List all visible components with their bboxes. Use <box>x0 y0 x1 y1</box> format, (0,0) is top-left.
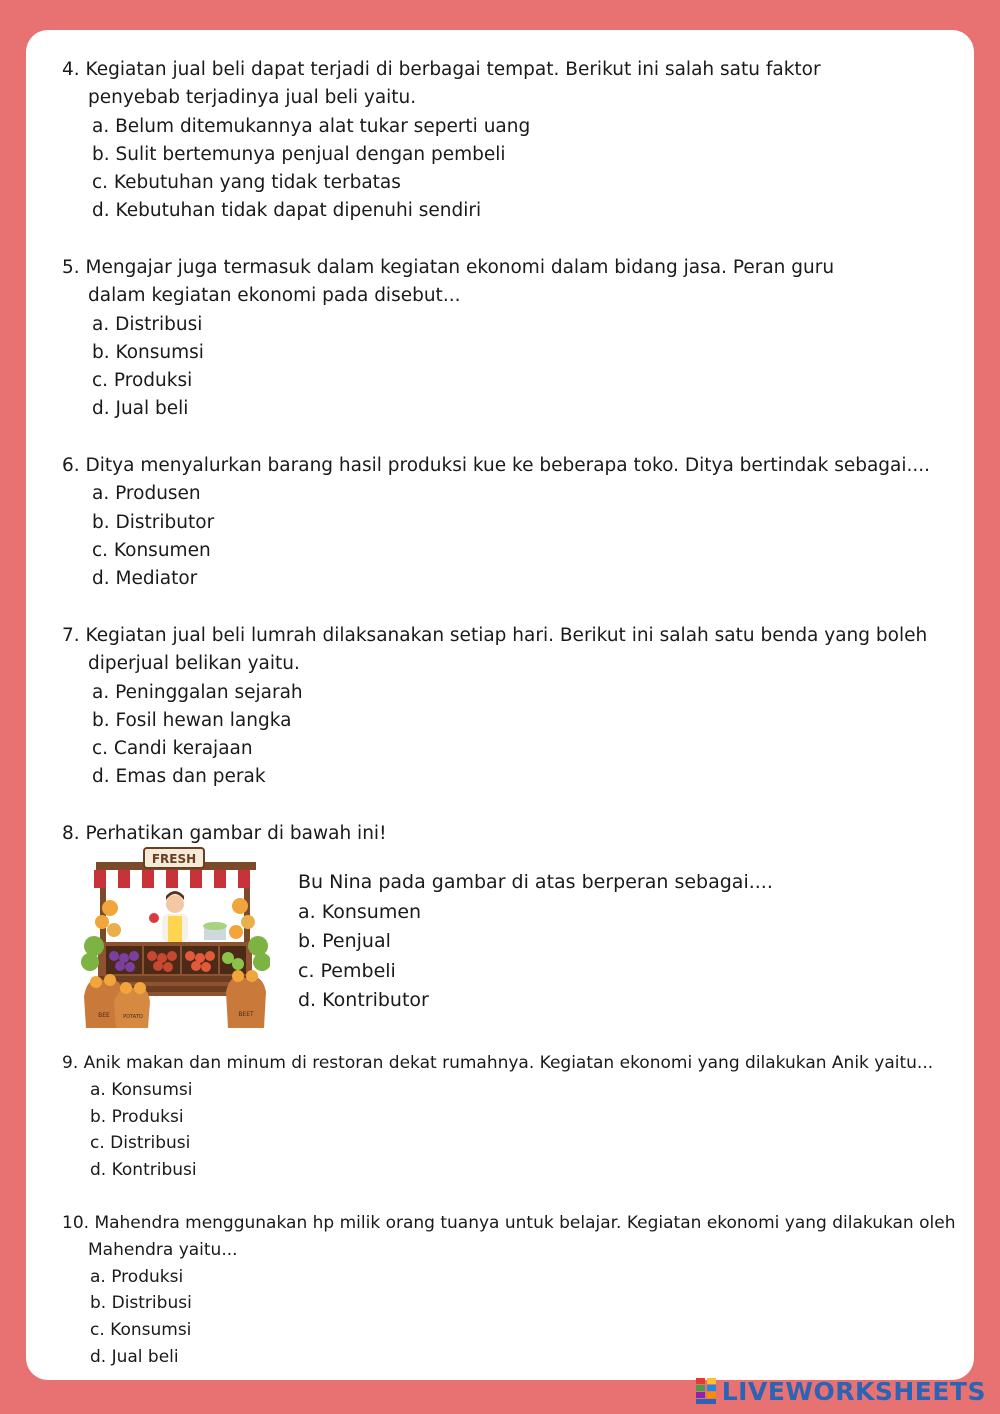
option-c[interactable]: c. Distribusi <box>90 1133 191 1154</box>
option-c[interactable]: c. Konsumen <box>92 539 211 561</box>
option-d[interactable]: d. Mediator <box>92 568 198 590</box>
question-stem: 7. Kegiatan jual beli lumrah dilaksanakan setiap hari. Berikut ini salah satu benda yang boleh diperjual belikan yaitu. <box>62 625 928 675</box>
option-b[interactable]: b. Konsumsi <box>92 341 204 363</box>
option-c[interactable]: c. Candi kerajaan <box>92 738 253 760</box>
liveworksheets-logo[interactable] <box>696 1374 986 1408</box>
question-6 <box>62 452 942 593</box>
option-a[interactable]: a. Konsumsi <box>90 1079 193 1100</box>
question-stem: 6. Ditya menyalurkan barang hasil produksi kue ke beberapa toko. Ditya bertindak sebagai.... <box>62 455 931 476</box>
sack-label: POTATO <box>123 1014 143 1020</box>
option-b[interactable]: b. Distribusi <box>90 1293 192 1314</box>
market-stall-illustration <box>80 846 270 1032</box>
sack-label: BEET <box>238 1011 254 1018</box>
option-d[interactable]: d. Jual beli <box>90 1346 179 1367</box>
question-5 <box>62 254 862 424</box>
option-c[interactable]: c. Konsumsi <box>90 1320 192 1341</box>
question-8-options <box>298 868 773 1016</box>
question-7 <box>62 622 942 792</box>
option-c[interactable]: c. Pembeli <box>298 959 396 982</box>
option-d[interactable]: d. Jual beli <box>92 398 189 420</box>
option-d[interactable]: d. Kontribusi <box>90 1160 197 1181</box>
question-stem: 10. Mahendra menggunakan hp milik orang tuanya untuk belajar. Kegiatan ekonomi yang dilakukan oleh Mahendra yaitu... <box>62 1213 956 1260</box>
option-a[interactable]: a. Belum ditemukannya alat tukar seperti uang <box>92 115 531 137</box>
option-b[interactable]: b. Penjual <box>298 930 391 952</box>
option-d[interactable]: d. Kebutuhan tidak dapat dipenuhi sendiri <box>92 200 482 222</box>
sack-label: BEE <box>98 1012 110 1019</box>
question-stem: 4. Kegiatan jual beli dapat terjadi di berbagai tempat. Berikut ini salah satu faktor penyebab terjadinya jual beli yaitu. <box>62 59 821 109</box>
option-d[interactable]: d. Kontributor <box>298 989 429 1011</box>
option-b[interactable]: b. Distributor <box>92 511 215 533</box>
question-9 <box>62 1050 962 1184</box>
question-10 <box>62 1210 962 1371</box>
option-a[interactable]: a. Distribusi <box>92 313 203 335</box>
question-4 <box>62 56 862 226</box>
option-b[interactable]: b. Fosil hewan langka <box>92 709 292 731</box>
stall-sign-text: FRESH <box>151 852 197 866</box>
liveworksheets-logo-icon <box>696 1378 716 1404</box>
option-b[interactable]: b. Produksi <box>90 1106 184 1127</box>
option-a[interactable]: a. Peninggalan sejarah <box>92 681 303 703</box>
question-stem: 5. Mengajar juga termasuk dalam kegiatan ekonomi dalam bidang jasa. Peran guru dalam kegiatan ekonomi pada disebut... <box>62 257 835 307</box>
option-c[interactable]: c. Kebutuhan yang tidak terbatas <box>92 172 401 194</box>
option-a[interactable]: a. Konsumen <box>298 900 422 923</box>
question-stem: 9. Anik makan dan minum di restoran dekat rumahnya. Kegiatan ekonomi yang dilakukan Anik yaitu... <box>62 1053 934 1073</box>
option-d[interactable]: d. Emas dan perak <box>92 766 266 788</box>
option-c[interactable]: c. Produksi <box>92 370 193 392</box>
option-b[interactable]: b. Sulit bertemunya penjual dengan pembeli <box>92 143 506 165</box>
option-a[interactable]: a. Produksi <box>90 1266 184 1287</box>
question-8-prompt: Bu Nina pada gambar di atas berperan sebagai.... <box>298 871 773 893</box>
option-a[interactable]: a. Produsen <box>92 483 201 505</box>
brand-name: LIVEWORKSHEETS <box>721 1376 986 1406</box>
question-8-stem: 8. Perhatikan gambar di bawah ini! <box>62 823 387 844</box>
